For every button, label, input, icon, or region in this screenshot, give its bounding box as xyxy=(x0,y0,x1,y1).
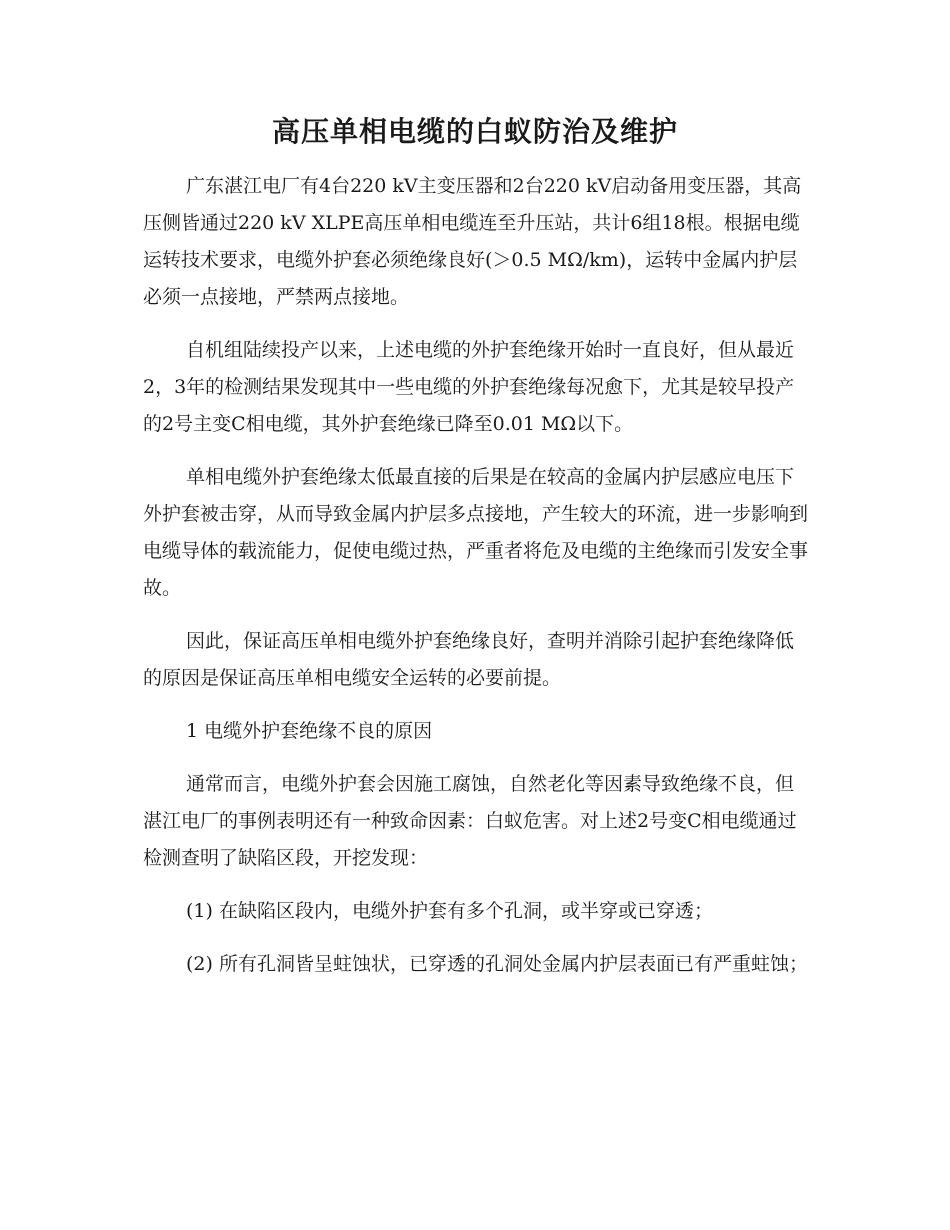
paragraph-consequence: 单相电缆外护套绝缘太低最直接的后果是在较高的金属内护层感应电压下外护套被击穿，从而导致金属内护层多点接地，产生较大的环流，进一步影响到电缆导体的载流能力，促使电缆过热，严重者将危及电缆的主绝缘而引发安全事故。 xyxy=(143,466,809,599)
list-item: (1) 在缺陷区段内，电缆外护套有多个孔洞，或半穿或已穿透； xyxy=(186,900,713,922)
paragraph-premise: 因此，保证高压单相电缆外护套绝缘良好，查明并消除引起护套绝缘降低的原因是保证高压单相电缆安全运转的必要前提。 xyxy=(143,630,795,689)
paragraph-intro: 广东湛江电厂有4台220 kV主变压器和2台220 kV启动备用变压器，其高压侧皆通过220 kV XLPE高压单相电缆连至升压站，共计6组18根。根据电缆运转技术要求，电缆外护套必须绝缘良好(＞0.5 MΩ/km)，运转中金属内护层必须一点接地，严禁两点接地。 xyxy=(143,175,802,308)
section-heading: 1 电缆外护套绝缘不良的原因 xyxy=(186,720,433,742)
document-body xyxy=(143,168,808,999)
document-title: 高压单相电缆的白蚁防治及维护 xyxy=(271,115,678,148)
paragraph-causes: 通常而言，电缆外护套会因施工腐蚀，自然老化等因素导致绝缘不良，但湛江电厂的事例表明还有一种致命因素：白蚁危害。对上述2号变C相电缆通过检测查明了缺陷区段，开挖发现： xyxy=(143,773,797,869)
paragraph-detection: 自机组陆续投产以来，上述电缆的外护套绝缘开始时一直良好，但从最近2，3年的检测结果发现其中一些电缆的外护套绝缘每况愈下，尤其是较早投产的2号主变C相电缆，其外护套绝缘已降至0.01 MΩ以下。 xyxy=(143,339,795,435)
list-item: (2) 所有孔洞皆呈蛀蚀状，已穿透的孔洞处金属内护层表面已有严重蛀蚀； xyxy=(186,953,808,975)
